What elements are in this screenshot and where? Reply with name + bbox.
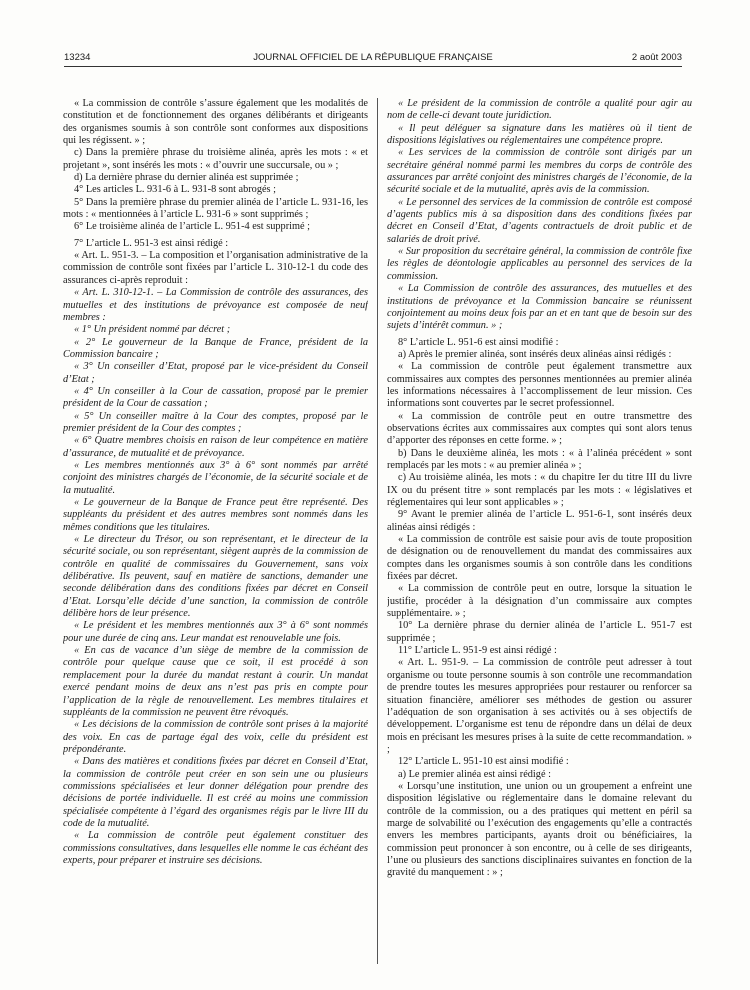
page-number: 13234 (64, 52, 91, 63)
paragraph: « 5° Un conseiller maître à la Cour des comptes, proposé par le premier président de la Cour des comptes ; (63, 410, 368, 434)
journal-title: JOURNAL OFFICIEL DE LA RÉPUBLIQUE FRANÇAISE (253, 52, 493, 63)
paragraph: « 1° Un président nommé par décret ; (74, 324, 231, 336)
paragraph: « Art. L. 951-3. – La composition et l’organisation administrative de la commission de contrôle sont fixées par l’article L. 310-12-1 du code des assurances ci-après reproduit : (63, 250, 368, 286)
paragraph: « 6° Quatre membres choisis en raison de leur compétence en matière d’assurance, de mutualité et de prévoyance. (63, 435, 368, 459)
paragraph: « Dans des matières et conditions fixées par décret en Conseil d’Etat, la commission de contrôle peut créer en son sein une ou plusieurs commissions spécialisées et leur donner délégation pour prendre des décisions de portée individuelle. Il est créé au moins une commission spécialisée compétente à l’égard des organismes régis par le livre III du code de la mutualité. (63, 756, 368, 829)
paragraph: 9° Avant le premier alinéa de l’article L. 951-6-1, sont insérés deux alinéas ainsi rédigés : (387, 509, 692, 533)
left-column (63, 98, 368, 968)
paragraph: a) Le premier alinéa est ainsi rédigé : (398, 768, 551, 780)
column-divider (377, 98, 378, 964)
paragraph: « Les services de la commission de contrôle sont dirigés par un secrétaire général nommé parmi les membres du corps de contrôle des assurances par arrêté conjoint des ministres chargés de l’économie, de la sécurité sociale et de la mutualité, après avis de la commission. (387, 147, 692, 196)
paragraph: c) Au troisième alinéa, les mots : « du chapitre Ier du titre III du livre IX ou du présent titre » sont remplacés par les mots : « législatives et réglementaires qui leur sont applicables » ; (387, 472, 692, 508)
paragraph: 11° L’article L. 951-9 est ainsi rédigé : (398, 645, 557, 657)
paragraph: « Les décisions de la commission de contrôle sont prises à la majorité des voix. En cas de partage égal des voix, celle du président est prépondérante. (63, 719, 368, 755)
page-header (64, 52, 682, 66)
paragraph: 5° Dans la première phrase du premier alinéa de l’article L. 931-16, les mots : « mentionnées à l’article L. 931-6 » sont supprimés ; (63, 196, 368, 221)
paragraph: « Il peut déléguer sa signature dans les matières où il tient de dispositions législatives ou réglementaires une compétence propre. (387, 122, 692, 147)
paragraph: 7° L’article L. 951-3 est ainsi rédigé : (74, 237, 229, 249)
paragraph: « Le gouverneur de la Banque de France peut être représenté. Des suppléants du président et des autres membres sont nommés dans les mêmes conditions que les titulaires. (63, 497, 368, 533)
paragraph: b) Dans le deuxième alinéa, les mots : « à l’alinéa précédent » sont remplacés par les mots : « au premier alinéa » ; (387, 447, 692, 471)
header-rule (64, 66, 682, 67)
paragraph: « 3° Un conseiller d’Etat, proposé par le vice-président du Conseil d’Etat ; (63, 361, 368, 385)
paragraph: « Art. L. 310-12-1. – La Commission de contrôle des assurances, des mutuelles et des institutions de prévoyance est composée de neuf membres : (63, 287, 368, 323)
paragraph: « 2° Le gouverneur de la Banque de France, président de la Commission bancaire ; (63, 336, 368, 360)
paragraph: a) Après le premier alinéa, sont insérés deux alinéas ainsi rédigés : (398, 348, 672, 360)
paragraph: « En cas de vacance d’un siège de membre de la commission de contrôle pour quelque cause que ce soit, il est procédé à son remplacement pour la durée du mandat restant à courir. Un mandat exercé pendant moins de deux ans n’est pas pris en compte pour l’application de la règle de renouvellement. Les membres titulaires et suppléants de la commission ne peuvent être révoqués. (63, 645, 368, 718)
paragraph: « La commission de contrôle peut en outre, lorsque la situation le justifie, procéder à la désignation d’un commissaire aux comptes supplémentaire. » ; (387, 583, 692, 620)
paragraph: « Le président et les membres mentionnés aux 3° à 6° sont nommés pour une durée de cinq ans. Leur mandat est renouvelable une fois. (63, 620, 368, 644)
paragraph: « Le personnel des services de la commission de contrôle est composé d’agents publics mis à sa disposition dans des conditions fixées par décret en Conseil d’Etat, d’agents contractuels de droit public et de salariés de droit privé. (387, 196, 692, 245)
paragraph: « Art. L. 951-9. – La commission de contrôle peut adresser à tout organisme ou toute personne soumis à son contrôle une recommandation de prendre toutes les mesures appropriées pour restaurer ou renforcer sa situation financière, améliorer ses méthodes de gestion ou assurer l’adéquation de son organisation à ses activités ou à ses objectifs de développement. L’organisme est tenu de répondre dans un délai de deux mois en précisant les mesures prises à la suite de cette recommandation. » ; (387, 657, 692, 755)
paragraph: « La commission de contrôle peut également constituer des commissions consultatives, dans lesquelles elle nomme le cas échéant des experts, pour préparer et instruire ses décisions. (63, 830, 368, 866)
paragraph: « Le président de la commission de contrôle a qualité pour agir au nom de celle-ci devant toute juridiction. (387, 98, 692, 122)
paragraph: 4° Les articles L. 931-6 à L. 931-8 sont abrogés ; (74, 184, 276, 196)
paragraph: 10° La dernière phrase du dernier alinéa de l’article L. 951-7 est supprimée ; (387, 620, 692, 644)
paragraph: 8° L’article L. 951-6 est ainsi modifié : (398, 336, 559, 348)
paragraph: « La Commission de contrôle des assurances, des mutuelles et des institutions de prévoyance et la Commission bancaire se réunissent conjointement au moins deux fois par an et en tant que de besoin sur des sujets d’intérêt commun. » ; (387, 283, 692, 332)
paragraph: « La commission de contrôle s’assure également que les modalités de constitution et de fonctionnement des organes délibérants et dirigeants des organismes soumis à son contrôle sont conformes aux dispositions qui les régissent. » ; (63, 98, 368, 147)
paragraph: « La commission de contrôle peut également transmettre aux commissaires aux comptes des personnes mentionnées au premier alinéa les informations nécessaires à l’accomplissement de leur mission. Ces informations sont couvertes par le secret professionnel. (387, 361, 692, 410)
paragraph: « 4° Un conseiller à la Cour de cassation, proposé par le premier président de la Cour de cassation ; (63, 385, 368, 410)
paragraph: 12° L’article L. 951-10 est ainsi modifié : (398, 756, 569, 768)
paragraph: d) La dernière phrase du dernier alinéa est supprimée ; (74, 172, 299, 184)
paragraph: « Les membres mentionnés aux 3° à 6° sont nommés par arrêté conjoint des ministres chargés de l’économie, de la sécurité sociale et de la mutualité. (63, 459, 368, 496)
issue-date: 2 août 2003 (631, 52, 682, 63)
paragraph: 6° Le troisième alinéa de l’article L. 951-4 est supprimé ; (74, 221, 311, 233)
paragraph: « La commission de contrôle est saisie pour avis de toute proposition de désignation ou de renouvellement du mandat des commissaires aux comptes dans les organismes soumis à son contrôle dans les conditions fixées par décret. (387, 534, 692, 583)
paragraph: c) Dans la première phrase du troisième alinéa, après les mots : « et projetant », sont insérés les mots : « d’ouvrir une succursale, ou » ; (63, 147, 368, 171)
paragraph: « Lorsqu’une institution, une union ou un groupement a enfreint une disposition législative ou réglementaire dans le domaine relevant du contrôle de la commission, ou a des pratiques qui mettent en péril sa marge de solvabilité ou l’exécution des engagements qu’elle a contractés envers les membres participants, ayants droit ou bénéficiaires, la commission peut prononcer à son encontre, ou à celle de ses dirigeants, l’une ou plusieurs des sanctions disciplinaires suivantes en fonction de la gravité du manquement : » ; (387, 780, 692, 879)
paragraph: « Sur proposition du secrétaire général, la commission de contrôle fixe les règles de déontologie applicables au personnel des services de la commission. (387, 246, 692, 282)
paragraph: « La commission de contrôle peut en outre transmettre des observations écrites aux commissaires aux comptes qui sont alors tenus d’apporter des réponses en cette forme. » ; (387, 410, 692, 447)
right-column (387, 98, 692, 968)
paragraph: « Le directeur du Trésor, ou son représentant, et le directeur de la sécurité sociale, ou son représentant, siègent auprès de la commission de contrôle en qualité de commissaires du Gouvernement, sans voix délibérative. Ils peuvent, sauf en matière de sanctions, demander une seconde délibération dans des conditions fixées par décret en Conseil d’Etat. Lorsqu’elle décide d’une sanction, la commission de contrôle délibère hors de leur présence. (63, 534, 368, 620)
